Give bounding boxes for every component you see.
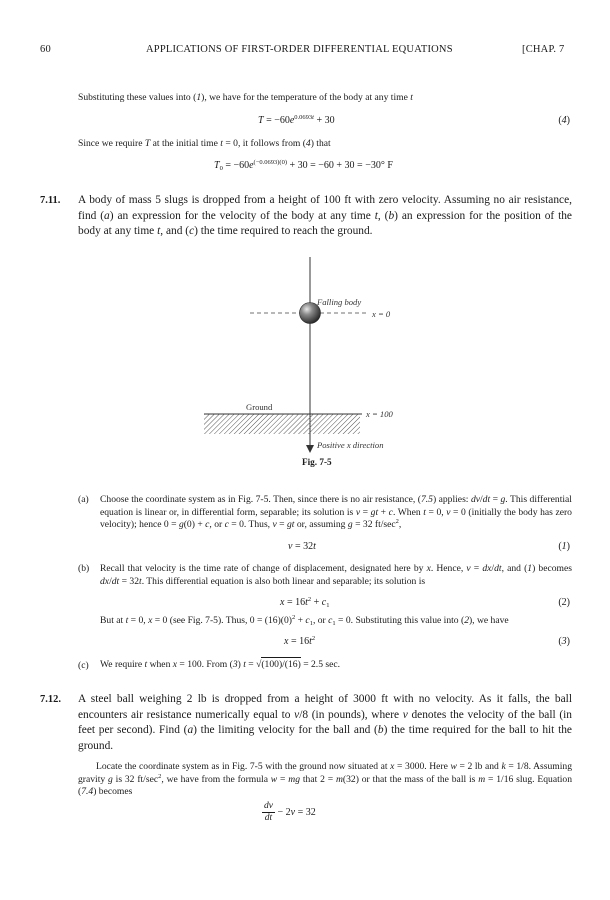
ground-hatch (204, 414, 360, 434)
ground-label: Ground (246, 402, 273, 412)
x100-label: x = 100 (366, 409, 393, 419)
equation-final: $\frac{dv}{dt}$ − 2v = 32 (264, 801, 316, 823)
part-b-label: (b) (78, 563, 90, 574)
chapter-label: [CHAP. 7 (522, 44, 565, 55)
equation-1: v = 32t (288, 541, 316, 552)
part-a-text: Choose the coordinate system as in Fig. 7-5. Then, since there is no air resistance, (7.5) applies: dv/dt = g. This differential equation is linear or, in differential form, separable; its solution is v = gt + c. When t = 0, v = 0 (initially the body has zero velocity); hence 0 = g(0) + c, or c = 0. Thus, v = gt or, assuming g = 32 $ft/\sec^2$, (100, 494, 572, 530)
running-title: APPLICATIONS OF FIRST-ORDER DIFFERENTIAL EQUATIONS (146, 44, 453, 55)
problem-7-11-number: 7.11. (40, 195, 61, 206)
intro-line-2: Since we require T at the initial time t = 0, it follows from (4) that (78, 138, 331, 149)
problem-7-12-statement: A steel ball weighing 2 lb is dropped from a height of 3000 ft with no velocity. As it falls, the ball encounters air resistance numerically equal to v/8 (in pounds), where v denotes the velocity of the ball (in feet per second). Find (a) the limiting velocity for the ball and (b) the time required for the ball to hit the ground. (78, 693, 572, 752)
equation-2-number: (2) (558, 597, 570, 608)
intro-line-1: Substituting these values into (1), we have for the temperature of the body at any time t (78, 92, 413, 103)
problem-7-12-solution: Locate the coordinate system as in Fig. 7-5 with the ground now situated at x = 3000. Here w = 2 lb and k = 1/8. Assuming gravity g is 32 $ft/\sec^2$, we have from the formula w = mg that 2 = m(32) or that the mass of the ball is m = 1/16 slug. Equation (7.4) becomes (78, 761, 573, 797)
figure-7-5 (190, 255, 430, 470)
page-number: 60 (40, 44, 51, 55)
part-c-text: We require t when x = 100. From (3) t = √(100)/(16) = 2.5 sec. (100, 659, 341, 670)
equation-4: $T = -60e^{0.0693t} + 30$ (258, 114, 335, 126)
positive-direction-label: Positive x direction (317, 440, 384, 450)
part-c-label: (c) (78, 660, 89, 671)
part-b-text-2: But at t = 0, x = 0 (see Fig. 7-5). Thus, $0 = (16)(0)^2 + c_1$, or $c_1 = 0$. Substituting this value into (2), we have (100, 614, 509, 627)
equation-3-number: (3) (558, 636, 570, 647)
part-a-label: (a) (78, 494, 89, 505)
falling-body-label: Falling body (317, 297, 362, 307)
equation-4-number: (4) (558, 115, 570, 126)
x0-label: x = 0 (372, 309, 391, 319)
problem-7-12-number: 7.12. (40, 694, 61, 705)
equation-3: $x = 16t^2$ (284, 635, 316, 647)
part-b-text: Recall that velocity is the time rate of change of displacement, designated here by x. Hence, v = dx/dt, and (1) becomes dx/dt = 32t. This differential equation is also both linear and separable; its solution is (100, 563, 572, 587)
problem-7-11-statement: A body of mass 5 slugs is dropped from a height of 100 ft with zero velocity. Assuming no air resistance, find (a) an expression for the velocity of the body at any time t, (b) an expression for the position of the body at any time t, and (c) the time required to reach the ground. (78, 194, 572, 237)
equation-t0: $T_0 = -60e^{(-0.0693)(0)} + 30 = -60 + 30 = -30^\circ$ F (214, 159, 393, 172)
arrow-down-icon (306, 445, 314, 453)
equation-1-number: (1) (558, 541, 570, 552)
figure-caption: Fig. 7-5 (302, 457, 332, 467)
equation-2: $x = 16t^2 + c_1$ (280, 596, 330, 609)
